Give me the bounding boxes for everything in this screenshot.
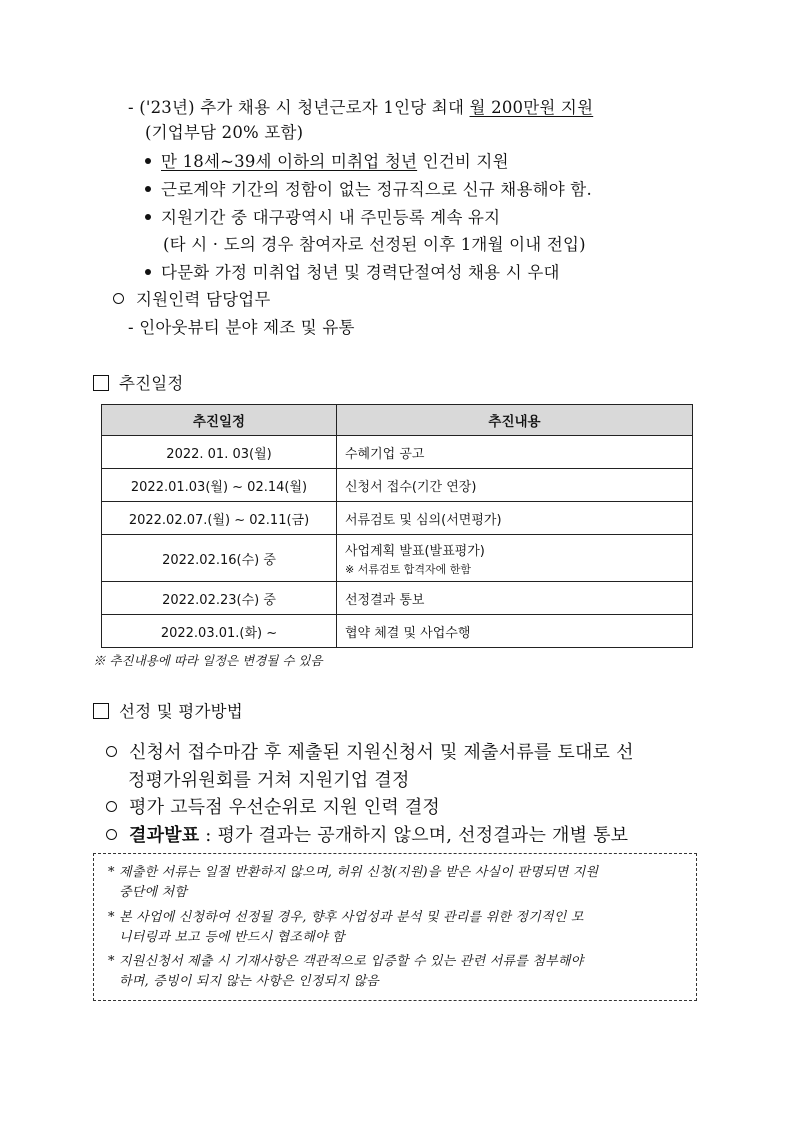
schedule-date: 2022.03.01.(화) ~ [102, 615, 337, 648]
selection-heading-text: 선정 및 평가방법 [119, 702, 243, 721]
bullet-dot-icon [145, 158, 151, 164]
schedule-date: 2022.02.07.(월) ~ 02.11(금) [102, 502, 337, 535]
schedule-heading-text: 추진일정 [119, 374, 184, 393]
schedule-date: 2022. 01. 03(월) [102, 436, 337, 469]
column-header-date: 추진일정 [102, 405, 337, 436]
bullet-1-text: 인건비 지원 [417, 152, 509, 171]
selection-item-2-text: 평가 고득점 우선순위로 지원 인력 결정 [129, 797, 441, 818]
bullet-2 [145, 180, 592, 200]
schedule-content: 서류검토 및 심의(서면평가) [337, 502, 693, 535]
bullet-4 [145, 263, 560, 283]
duty-item: - 인아웃뷰티 분야 제조 및 유통 [128, 318, 355, 337]
circle-bullet-icon [106, 746, 117, 757]
note-2-line-1: * 본 사업에 신청하여 선정될 경우, 향후 사업성과 분석 및 관리를 위한 정기적인 모 [108, 910, 584, 925]
circle-bullet-icon [113, 293, 124, 304]
selection-item-1 [106, 742, 634, 764]
schedule-date: 2022.02.16(수) 중 [102, 535, 337, 582]
schedule-content: 사업계획 발표(발표평가) [345, 543, 485, 559]
bullet-1 [145, 152, 509, 172]
checkbox-square-icon [93, 375, 109, 391]
note-3-line-2: 하며, 증빙이 되지 않는 사항은 인정되지 않음 [119, 974, 379, 989]
checkbox-square-icon [93, 703, 109, 719]
selection-item-3 [106, 825, 628, 847]
table-row [102, 582, 693, 615]
bullet-3 [145, 208, 500, 228]
schedule-content-cell [337, 535, 693, 582]
selection-item-3-text: : 평가 결과는 공개하지 않으며, 선정결과는 개별 통보 [199, 825, 629, 846]
schedule-date: 2022.01.03(월) ~ 02.14(월) [102, 469, 337, 502]
table-row [102, 469, 693, 502]
bullet-dot-icon [145, 269, 151, 275]
support-line-1-text: - ('23년) 추가 채용 시 청년근로자 1인당 최대 [128, 98, 470, 117]
selection-item-2 [106, 797, 440, 819]
schedule-table [101, 404, 693, 648]
table-row [102, 615, 693, 648]
bullet-2-text: 근로계약 기간의 정함이 없는 정규직으로 신규 채용해야 함. [161, 180, 592, 199]
selection-item-1-cont: 정평가위원회를 거쳐 지원기업 결정 [128, 770, 410, 791]
bullet-dot-icon [145, 186, 151, 192]
selection-heading [93, 702, 243, 722]
selection-item-1-text: 신청서 접수마감 후 제출된 지원신청서 및 제출서류를 토대로 선 [129, 742, 634, 763]
table-row [102, 535, 693, 582]
schedule-note: ※ 추진내용에 따라 일정은 변경될 수 있음 [93, 653, 323, 668]
schedule-sub-note: ※ 서류검토 합격자에 한함 [345, 562, 471, 576]
schedule-content: 협약 체결 및 사업수행 [337, 615, 693, 648]
table-row [102, 502, 693, 535]
schedule-content: 선정결과 통보 [337, 582, 693, 615]
note-3-line-1: * 지원신청서 제출 시 기재사항은 객관적으로 입증할 수 있는 관련 서류를 첨부해야 [108, 954, 584, 969]
schedule-content: 수혜기업 공고 [337, 436, 693, 469]
bullet-4-text: 다문화 가정 미취업 청년 및 경력단절여성 채용 시 우대 [161, 263, 560, 282]
duty-heading-text: 지원인력 담당업무 [136, 290, 271, 309]
column-header-content: 추진내용 [337, 405, 693, 436]
bullet-dot-icon [145, 214, 151, 220]
bullet-1-underlined: 만 18세~39세 이하의 미취업 청년 [161, 152, 418, 171]
bullet-3-continuation: (타 시 · 도의 경우 참여자로 선정된 이후 1개월 이내 전입) [163, 235, 586, 254]
schedule-content: 신청서 접수(기간 연장) [337, 469, 693, 502]
table-row [102, 436, 693, 469]
support-amount: 월 200만원 지원 [469, 98, 594, 117]
circle-bullet-icon [106, 801, 117, 812]
note-2-line-2: 니터링과 보고 등에 반드시 협조해야 함 [119, 930, 345, 945]
bullet-3-text: 지원기간 중 대구광역시 내 주민등록 계속 유지 [161, 208, 501, 227]
note-1-line-1: * 제출한 서류는 일절 반환하지 않으며, 허위 신청(지원)을 받은 사실이 판명되면 지원 [108, 865, 599, 880]
result-announcement-label: 결과발표 [129, 825, 200, 846]
schedule-heading [93, 374, 184, 394]
circle-bullet-icon [106, 829, 117, 840]
support-line-2: (기업부담 20% 포함) [145, 123, 304, 142]
support-line-1 [128, 98, 593, 118]
schedule-date: 2022.02.23(수) 중 [102, 582, 337, 615]
table-header-row [102, 405, 693, 436]
note-1-line-2: 중단에 처함 [119, 885, 188, 900]
duty-heading [113, 290, 271, 310]
